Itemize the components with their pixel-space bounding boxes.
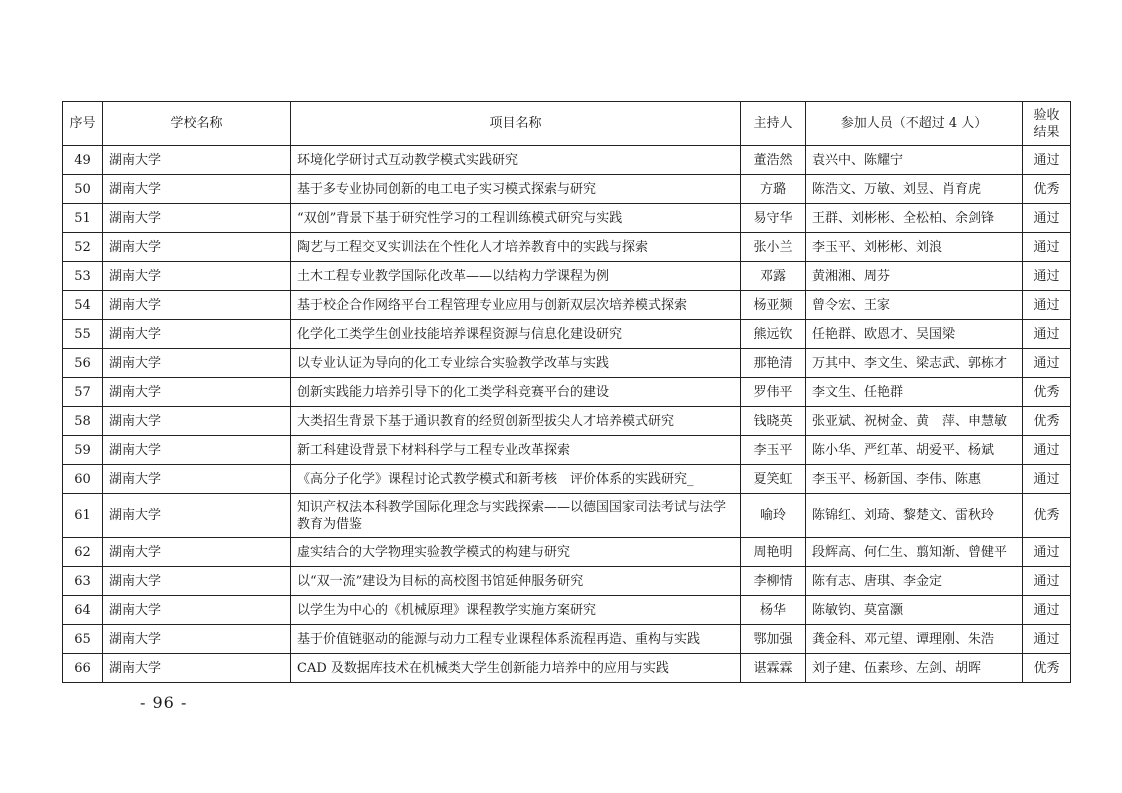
header-members: 参加人员（不超过 4 人） [806, 102, 1023, 146]
cell-no: 49 [63, 146, 103, 175]
cell-school: 湖南大学 [103, 436, 291, 465]
cell-leader: 谌霖霖 [741, 654, 806, 683]
cell-school: 湖南大学 [103, 349, 291, 378]
table-row [63, 320, 1071, 349]
cell-result: 通过 [1023, 262, 1071, 291]
cell-result: 通过 [1023, 291, 1071, 320]
cell-project: 以学生为中心的《机械原理》课程教学实施方案研究 [291, 596, 741, 625]
cell-project: 基于多专业协同创新的电工电子实习模式探索与研究 [291, 175, 741, 204]
cell-leader: 喻玲 [741, 494, 806, 538]
cell-project: 大类招生背景下基于通识教育的经贸创新型拔尖人才培养模式研究 [291, 407, 741, 436]
cell-project: 化学化工类学生创业技能培养课程资源与信息化建设研究 [291, 320, 741, 349]
table-row [63, 146, 1071, 175]
cell-project: 知识产权法本科教学国际化理念与实践探索——以德国国家司法考试与法学教育为借鉴 [291, 494, 741, 538]
cell-result: 通过 [1023, 146, 1071, 175]
cell-school: 湖南大学 [103, 320, 291, 349]
cell-members: 李玉平、刘彬彬、刘浪 [806, 233, 1023, 262]
acceptance-results-table [62, 101, 1071, 683]
cell-result: 通过 [1023, 567, 1071, 596]
cell-no: 61 [63, 494, 103, 538]
cell-no: 51 [63, 204, 103, 233]
cell-result: 优秀 [1023, 175, 1071, 204]
cell-project: CAD 及数据库技术在机械类大学生创新能力培养中的应用与实践 [291, 654, 741, 683]
cell-no: 54 [63, 291, 103, 320]
cell-no: 63 [63, 567, 103, 596]
cell-project: 虚实结合的大学物理实验教学模式的构建与研究 [291, 538, 741, 567]
cell-leader: 董浩然 [741, 146, 806, 175]
cell-members: 黄湘湘、周芬 [806, 262, 1023, 291]
cell-leader: 那艳清 [741, 349, 806, 378]
cell-result: 通过 [1023, 349, 1071, 378]
cell-school: 湖南大学 [103, 291, 291, 320]
cell-result: 通过 [1023, 596, 1071, 625]
cell-result: 通过 [1023, 436, 1071, 465]
cell-result: 通过 [1023, 538, 1071, 567]
cell-leader: 李玉平 [741, 436, 806, 465]
table-row [63, 654, 1071, 683]
cell-no: 64 [63, 596, 103, 625]
cell-project: 以“双一流”建设为目标的高校图书馆延伸服务研究 [291, 567, 741, 596]
cell-members: 李文生、任艳群 [806, 378, 1023, 407]
table-row [63, 291, 1071, 320]
cell-result: 优秀 [1023, 407, 1071, 436]
cell-members: 曾令宏、王家 [806, 291, 1023, 320]
cell-school: 湖南大学 [103, 233, 291, 262]
cell-members: 王群、刘彬彬、全松柏、余剑锋 [806, 204, 1023, 233]
cell-project: 创新实践能力培养引导下的化工类学科竞赛平台的建设 [291, 378, 741, 407]
cell-no: 55 [63, 320, 103, 349]
cell-members: 任艳群、欧恩才、吴国梁 [806, 320, 1023, 349]
table-row [63, 567, 1071, 596]
cell-members: 段辉高、何仁生、翦知渐、曾健平 [806, 538, 1023, 567]
cell-school: 湖南大学 [103, 654, 291, 683]
cell-result: 通过 [1023, 625, 1071, 654]
cell-leader: 杨华 [741, 596, 806, 625]
table-body [63, 146, 1071, 683]
cell-no: 65 [63, 625, 103, 654]
cell-no: 66 [63, 654, 103, 683]
cell-leader: 鄂加强 [741, 625, 806, 654]
cell-members: 龚金科、邓元望、谭理刚、朱浩 [806, 625, 1023, 654]
cell-members: 陈小华、严红革、胡爱平、杨斌 [806, 436, 1023, 465]
cell-leader: 邓露 [741, 262, 806, 291]
cell-no: 62 [63, 538, 103, 567]
cell-no: 57 [63, 378, 103, 407]
cell-result: 优秀 [1023, 378, 1071, 407]
cell-school: 湖南大学 [103, 538, 291, 567]
cell-result: 通过 [1023, 465, 1071, 494]
cell-school: 湖南大学 [103, 494, 291, 538]
cell-members: 刘子建、伍素珍、左剑、胡晖 [806, 654, 1023, 683]
cell-no: 53 [63, 262, 103, 291]
header-leader: 主持人 [741, 102, 806, 146]
cell-members: 袁兴中、陈耀宁 [806, 146, 1023, 175]
cell-school: 湖南大学 [103, 175, 291, 204]
header-result: 验收结果 [1023, 102, 1071, 146]
cell-school: 湖南大学 [103, 596, 291, 625]
cell-school: 湖南大学 [103, 378, 291, 407]
cell-project: 《高分子化学》课程讨论式教学模式和新考核 评价体系的实践研究_ [291, 465, 741, 494]
table-row [63, 175, 1071, 204]
cell-no: 60 [63, 465, 103, 494]
cell-no: 58 [63, 407, 103, 436]
cell-school: 湖南大学 [103, 407, 291, 436]
cell-leader: 方璐 [741, 175, 806, 204]
header-no: 序号 [63, 102, 103, 146]
table-row [63, 625, 1071, 654]
cell-school: 湖南大学 [103, 625, 291, 654]
table-row [63, 538, 1071, 567]
table-row [63, 262, 1071, 291]
table-row [63, 494, 1071, 538]
cell-members: 万其中、李文生、梁志武、郭栋才 [806, 349, 1023, 378]
cell-school: 湖南大学 [103, 465, 291, 494]
table-row [63, 204, 1071, 233]
cell-members: 李玉平、杨新国、李伟、陈惠 [806, 465, 1023, 494]
cell-members: 陈有志、唐琪、李金定 [806, 567, 1023, 596]
page-number: - 96 - [140, 693, 188, 712]
header-school: 学校名称 [103, 102, 291, 146]
cell-result: 通过 [1023, 233, 1071, 262]
table-row [63, 596, 1071, 625]
cell-school: 湖南大学 [103, 204, 291, 233]
table-row [63, 349, 1071, 378]
cell-project: 新工科建设背景下材料科学与工程专业改革探索 [291, 436, 741, 465]
cell-leader: 杨亚频 [741, 291, 806, 320]
cell-leader: 钱晓英 [741, 407, 806, 436]
cell-result: 优秀 [1023, 494, 1071, 538]
cell-members: 陈锦红、刘琦、黎楚文、雷秋玲 [806, 494, 1023, 538]
table-row [63, 407, 1071, 436]
header-row [63, 102, 1071, 146]
cell-project: 基于价值链驱动的能源与动力工程专业课程体系流程再造、重构与实践 [291, 625, 741, 654]
cell-leader: 易守华 [741, 204, 806, 233]
table-header [63, 102, 1071, 146]
cell-result: 通过 [1023, 320, 1071, 349]
cell-leader: 罗伟平 [741, 378, 806, 407]
cell-no: 56 [63, 349, 103, 378]
cell-school: 湖南大学 [103, 262, 291, 291]
cell-leader: 熊远钦 [741, 320, 806, 349]
cell-project: 环境化学研讨式互动教学模式实践研究 [291, 146, 741, 175]
cell-leader: 夏笑虹 [741, 465, 806, 494]
table-row [63, 465, 1071, 494]
cell-school: 湖南大学 [103, 146, 291, 175]
table-row [63, 436, 1071, 465]
cell-members: 陈敏钧、莫富灏 [806, 596, 1023, 625]
cell-leader: 张小兰 [741, 233, 806, 262]
cell-result: 通过 [1023, 204, 1071, 233]
cell-members: 陈浩文、万敏、刘昱、肖育虎 [806, 175, 1023, 204]
cell-members: 张亚斌、祝树金、黄 萍、申慧敏 [806, 407, 1023, 436]
cell-result: 优秀 [1023, 654, 1071, 683]
cell-leader: 周艳明 [741, 538, 806, 567]
cell-project: 土木工程专业教学国际化改革——以结构力学课程为例 [291, 262, 741, 291]
cell-no: 52 [63, 233, 103, 262]
cell-project: 陶艺与工程交叉实训法在个性化人才培养教育中的实践与探索 [291, 233, 741, 262]
header-project: 项目名称 [291, 102, 741, 146]
cell-project: 基于校企合作网络平台工程管理专业应用与创新双层次培养模式探索 [291, 291, 741, 320]
cell-school: 湖南大学 [103, 567, 291, 596]
table-row [63, 378, 1071, 407]
cell-no: 59 [63, 436, 103, 465]
table-row [63, 233, 1071, 262]
cell-project: 以专业认证为导向的化工专业综合实验教学改革与实践 [291, 349, 741, 378]
cell-project: “双创”背景下基于研究性学习的工程训练模式研究与实践 [291, 204, 741, 233]
cell-no: 50 [63, 175, 103, 204]
cell-leader: 李柳情 [741, 567, 806, 596]
